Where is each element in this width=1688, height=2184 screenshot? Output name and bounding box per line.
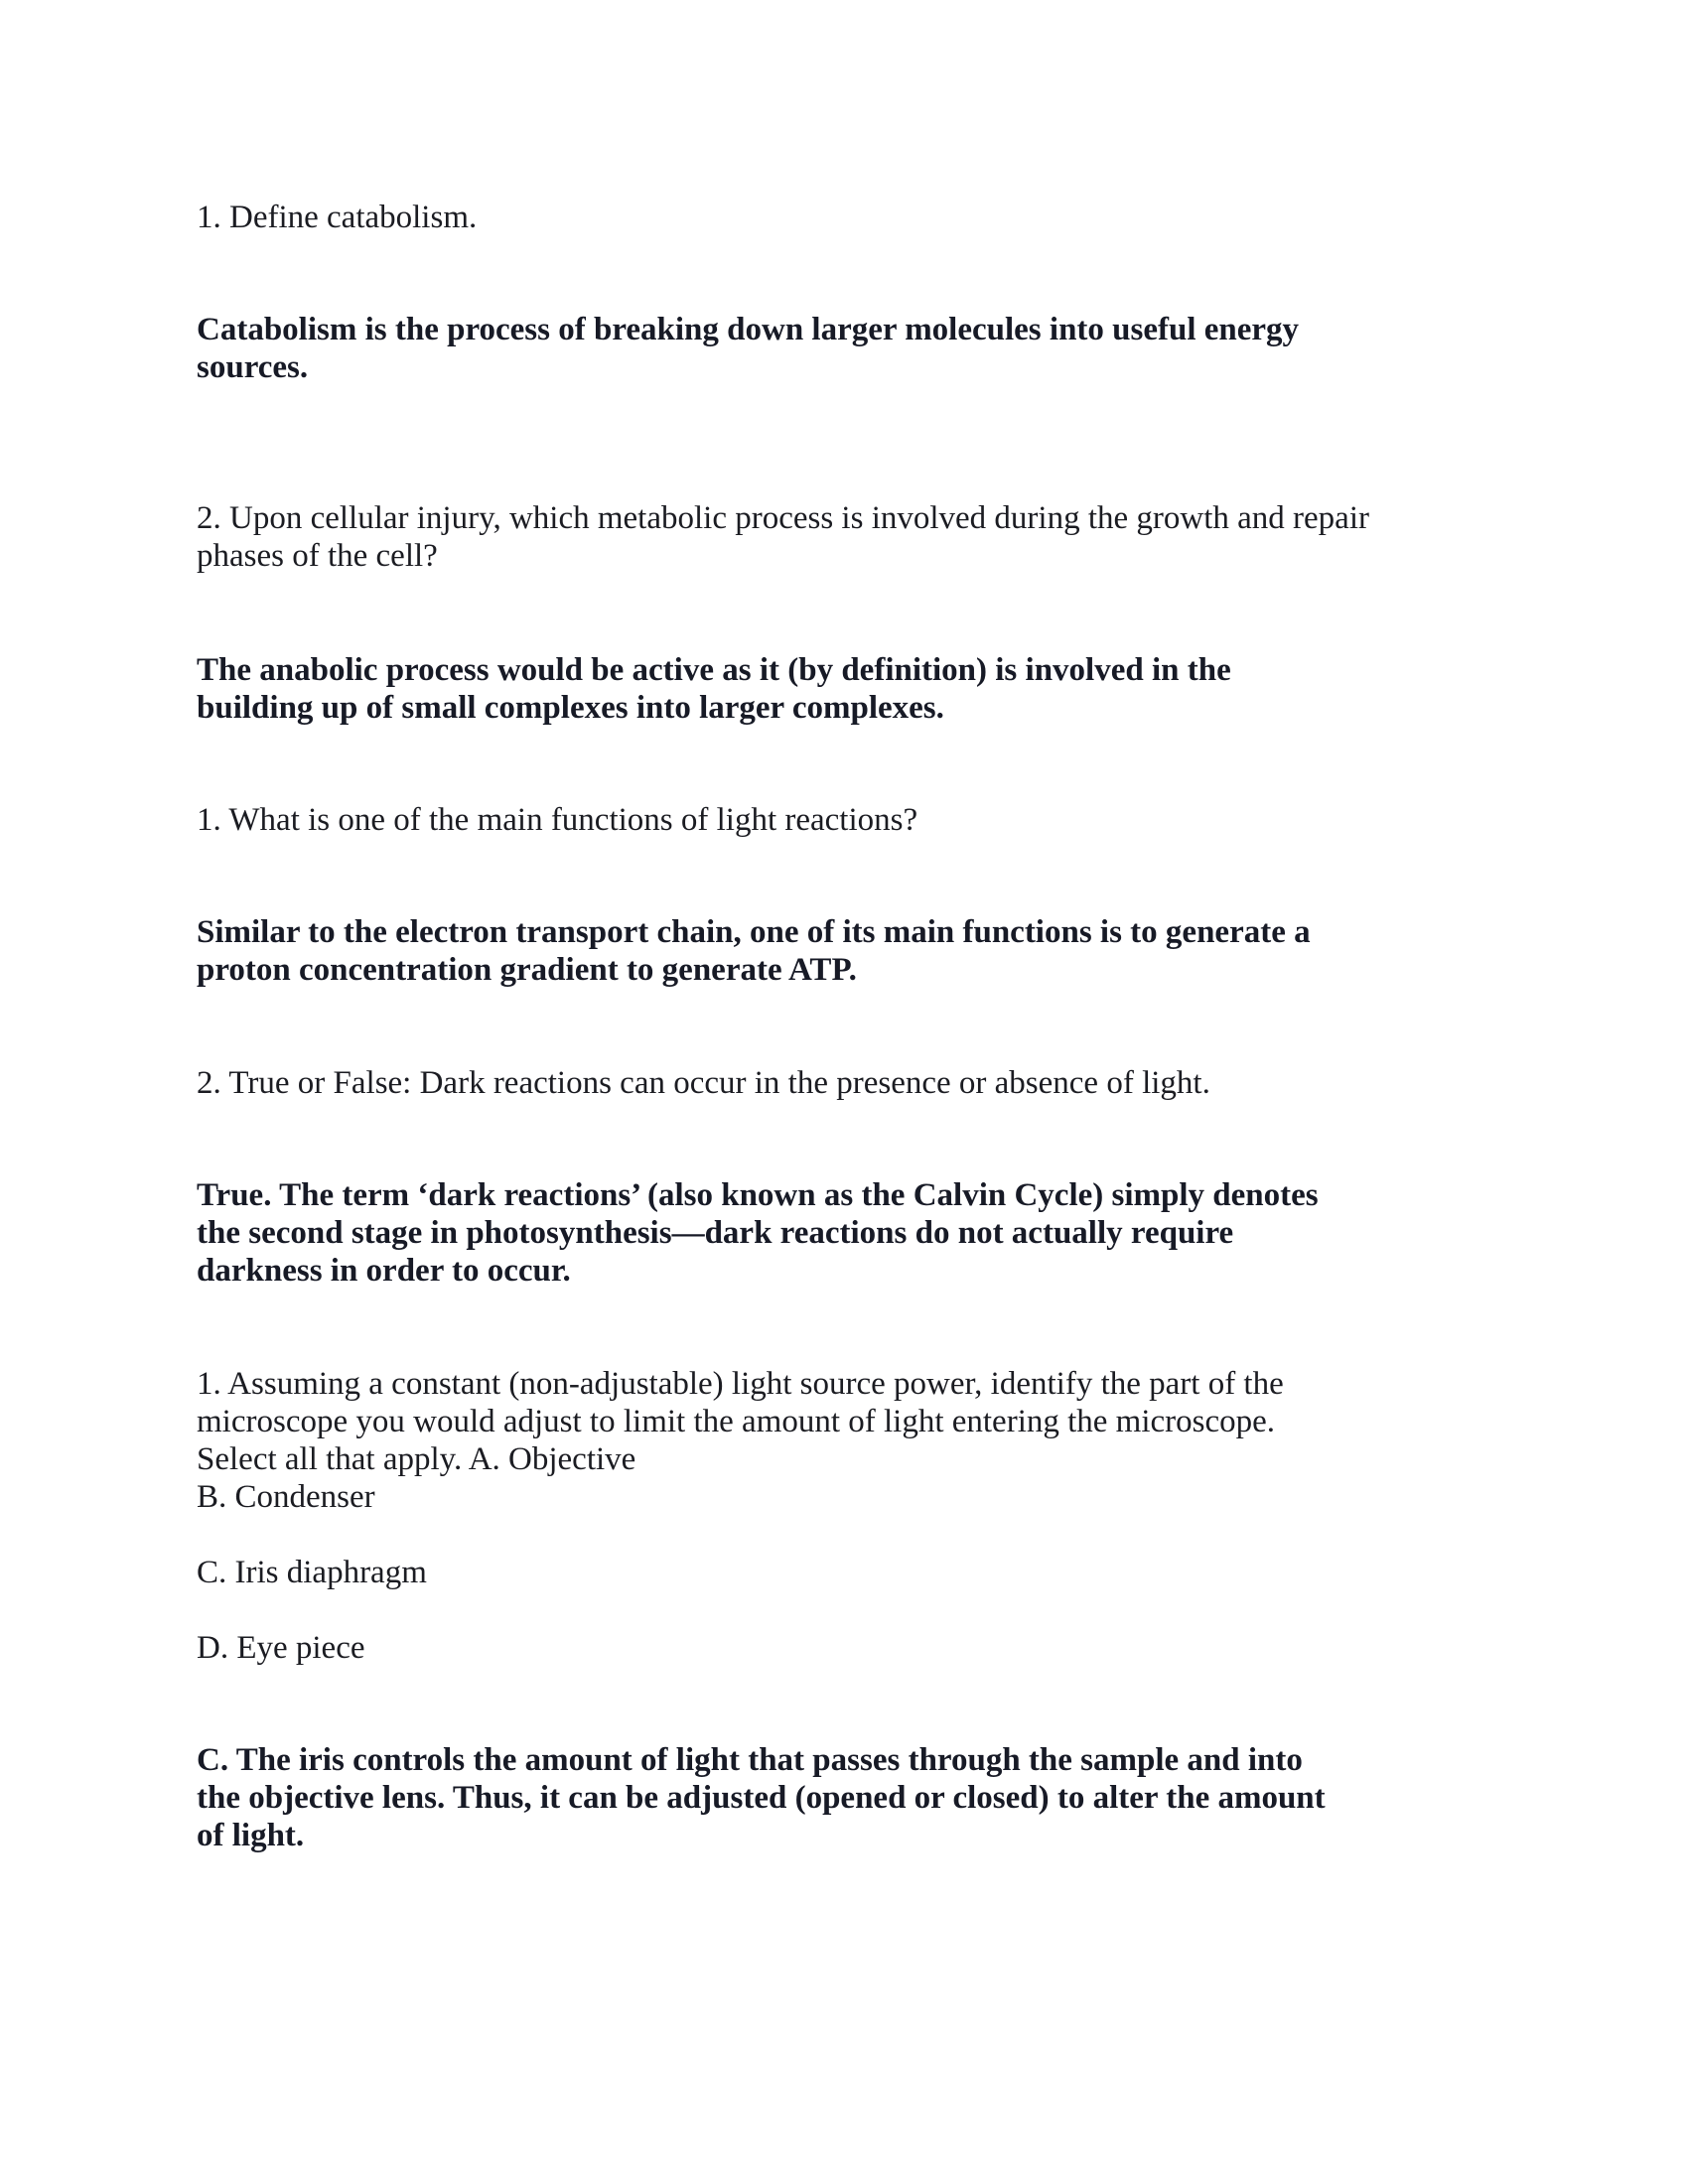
answer-3: Similar to the electron transport chain, one of its main functions is to generate a proton concentration gradient to generate ATP. (197, 914, 1311, 988)
question-3: 1. What is one of the main functions of light reactions? (197, 802, 918, 838)
answer-4: True. The term ‘dark reactions’ (also known as the Calvin Cycle) simply denotes the second stage in photosynthesis—dark reactions do not actually require darkness in order to occur. (197, 1177, 1319, 1289)
answer-2: The anabolic process would be active as it (by definition) is involved in the building up of small complexes into larger complexes. (197, 652, 1231, 726)
question-1: 1. Define catabolism. (197, 200, 478, 235)
answer-5: C. The iris controls the amount of light that passes through the sample and into the objective lens. Thus, it can be adjusted (opened or closed) to alter the amount of light. (197, 1742, 1326, 1853)
question-4: 2. True or False: Dark reactions can occur in the presence or absence of light. (197, 1065, 1210, 1101)
question-2: 2. Upon cellular injury, which metabolic process is involved during the growth and repair phases of the cell? (197, 500, 1369, 574)
question-5: 1. Assuming a constant (non-adjustable) light source power, identify the part of the microscope you would adjust to limit the amount of light entering the microscope. Select all that apply. A. Objective B. Condenser (197, 1366, 1284, 1515)
question-5-option-c: C. Iris diaphragm (197, 1555, 427, 1590)
question-5-option-d: D. Eye piece (197, 1630, 365, 1666)
answer-1: Catabolism is the process of breaking down larger molecules into useful energy sources. (197, 312, 1300, 385)
